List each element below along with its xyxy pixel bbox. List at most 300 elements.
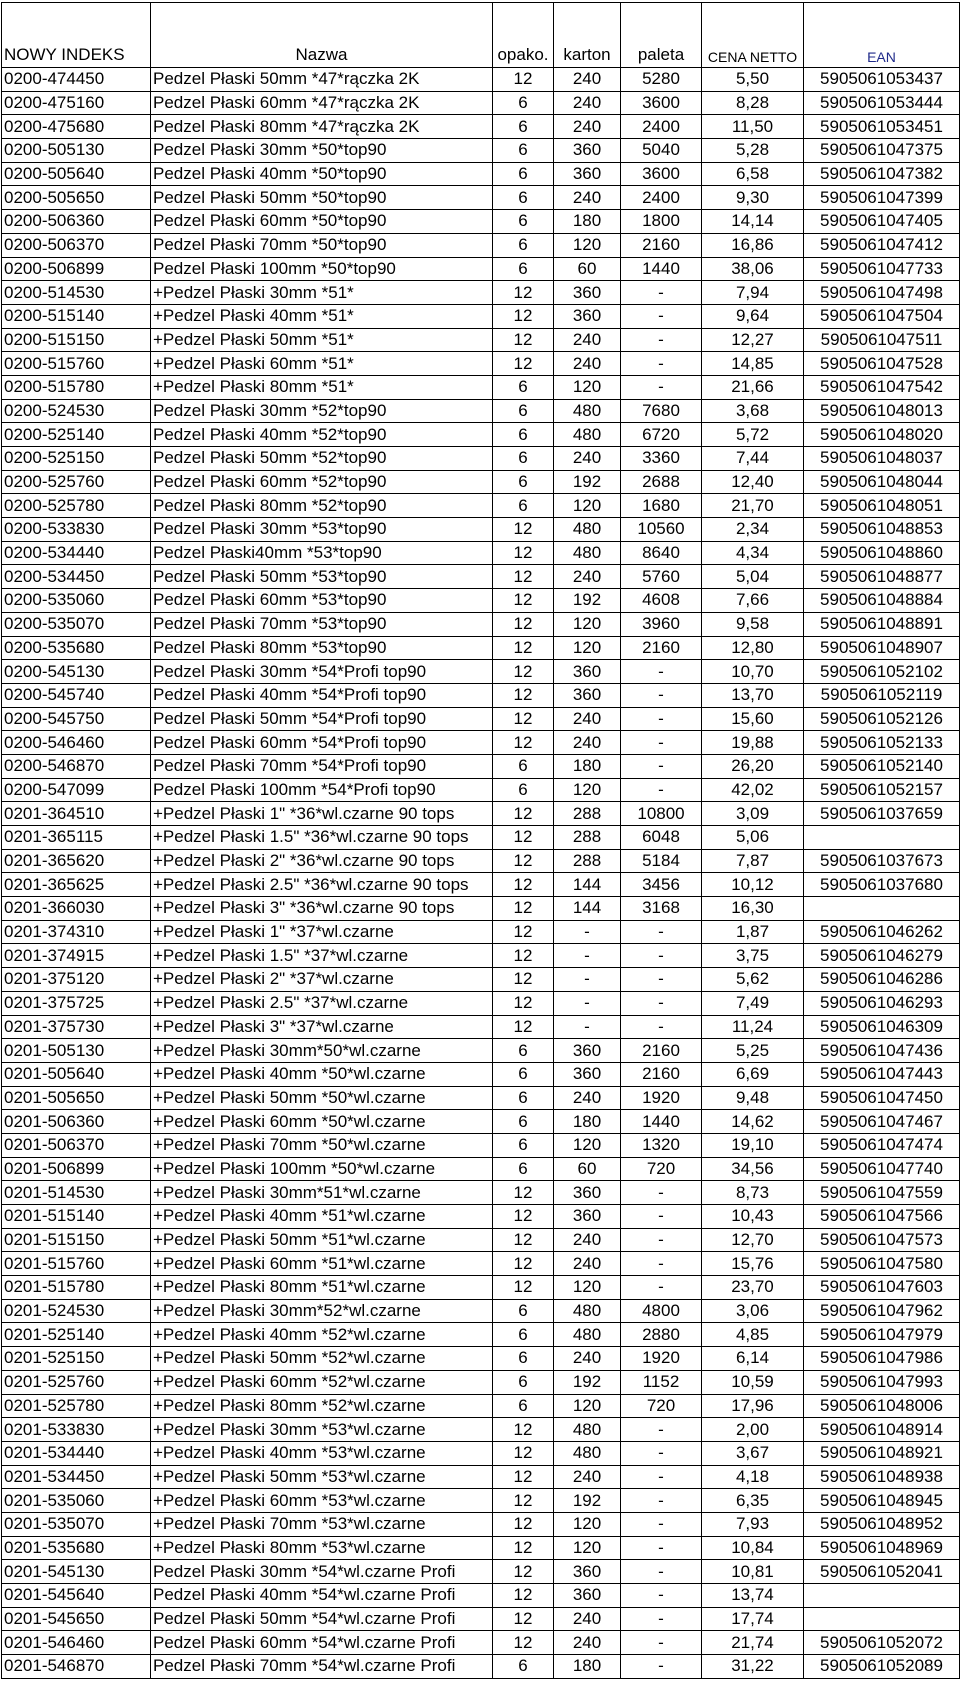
cell-index: 0200-505130 <box>2 139 151 163</box>
cell-name: +Pedzel Płaski 60mm *52*wl.czarne <box>151 1370 493 1394</box>
cell-name: +Pedzel Płaski 80mm *51*wl.czarne <box>151 1276 493 1300</box>
header-karton: karton <box>554 3 621 68</box>
cell-name: Pedzel Płaski 30mm *54*wl.czarne Profi <box>151 1560 493 1584</box>
cell-name: +Pedzel Płaski 50mm *52*wl.czarne <box>151 1347 493 1371</box>
table-row <box>2 1110 960 1134</box>
cell-name: +Pedzel Płaski 2" *37*wl.czarne <box>151 968 493 992</box>
table-row <box>2 873 960 897</box>
cell-name: Pedzel Płaski 40mm *52*top90 <box>151 423 493 447</box>
cell-ean: 5905061048945 <box>804 1489 960 1513</box>
cell-karton: 360 <box>554 683 621 707</box>
cell-cena-netto: 3,75 <box>702 944 804 968</box>
cell-ean: 5905061053451 <box>804 115 960 139</box>
cell-cena-netto: 13,74 <box>702 1584 804 1608</box>
cell-index: 0200-515140 <box>2 304 151 328</box>
cell-karton: 240 <box>554 68 621 92</box>
cell-paleta: - <box>621 352 702 376</box>
cell-index: 0200-506899 <box>2 257 151 281</box>
table-row <box>2 447 960 471</box>
cell-karton: 180 <box>554 1655 621 1679</box>
cell-karton: 360 <box>554 304 621 328</box>
cell-paleta: 10800 <box>621 802 702 826</box>
cell-paleta: - <box>621 1276 702 1300</box>
table-row <box>2 1418 960 1442</box>
cell-karton: 240 <box>554 731 621 755</box>
cell-cena-netto: 3,68 <box>702 399 804 423</box>
cell-paleta: 2400 <box>621 115 702 139</box>
cell-opak: 6 <box>493 1323 554 1347</box>
cell-index: 0200-515780 <box>2 375 151 399</box>
cell-opak: 12 <box>493 707 554 731</box>
cell-index: 0200-506370 <box>2 233 151 257</box>
cell-opak: 12 <box>493 565 554 589</box>
cell-name: Pedzel Płaski40mm *53*top90 <box>151 541 493 565</box>
table-row <box>2 1062 960 1086</box>
cell-name: +Pedzel Płaski 60mm *51*wl.czarne <box>151 1252 493 1276</box>
cell-paleta: - <box>621 1489 702 1513</box>
cell-name: +Pedzel Płaski 2.5" *36*wl.czarne 90 tops <box>151 873 493 897</box>
table-row <box>2 826 960 850</box>
table-row <box>2 139 960 163</box>
cell-index: 0201-525780 <box>2 1394 151 1418</box>
cell-paleta: - <box>621 991 702 1015</box>
cell-ean: 5905061048884 <box>804 589 960 613</box>
cell-name: +Pedzel Płaski 30mm *53*wl.czarne <box>151 1418 493 1442</box>
cell-index: 0200-514530 <box>2 281 151 305</box>
table-row <box>2 1157 960 1181</box>
cell-cena-netto: 19,88 <box>702 731 804 755</box>
cell-opak: 12 <box>493 612 554 636</box>
cell-paleta: - <box>621 683 702 707</box>
cell-cena-netto: 15,76 <box>702 1252 804 1276</box>
cell-ean: 5905061047993 <box>804 1370 960 1394</box>
cell-ean <box>804 1584 960 1608</box>
cell-opak: 12 <box>493 1181 554 1205</box>
cell-name: +Pedzel Płaski 40mm *51* <box>151 304 493 328</box>
cell-index: 0201-365625 <box>2 873 151 897</box>
cell-index: 0200-506360 <box>2 210 151 234</box>
cell-opak: 12 <box>493 1418 554 1442</box>
cell-ean: 5905061052089 <box>804 1655 960 1679</box>
cell-index: 0200-525780 <box>2 494 151 518</box>
cell-index: 0201-375120 <box>2 968 151 992</box>
cell-paleta: 2160 <box>621 1062 702 1086</box>
cell-index: 0200-535680 <box>2 636 151 660</box>
cell-paleta: - <box>621 281 702 305</box>
cell-paleta: 2160 <box>621 1039 702 1063</box>
cell-karton: 120 <box>554 1276 621 1300</box>
cell-cena-netto: 26,20 <box>702 754 804 778</box>
cell-ean: 5905061047504 <box>804 304 960 328</box>
cell-ean: 5905061052126 <box>804 707 960 731</box>
cell-ean: 5905061048013 <box>804 399 960 423</box>
cell-cena-netto: 3,67 <box>702 1441 804 1465</box>
table-header <box>2 3 960 68</box>
cell-index: 0201-374310 <box>2 920 151 944</box>
cell-paleta: - <box>621 1560 702 1584</box>
cell-paleta: - <box>621 328 702 352</box>
cell-opak: 12 <box>493 352 554 376</box>
cell-cena-netto: 6,69 <box>702 1062 804 1086</box>
cell-opak: 6 <box>493 494 554 518</box>
cell-cena-netto: 8,73 <box>702 1181 804 1205</box>
cell-name: +Pedzel Płaski 30mm *51* <box>151 281 493 305</box>
cell-opak: 12 <box>493 991 554 1015</box>
cell-name: Pedzel Płaski 40mm *50*top90 <box>151 162 493 186</box>
cell-paleta: - <box>621 754 702 778</box>
cell-opak: 12 <box>493 1560 554 1584</box>
cell-index: 0200-534440 <box>2 541 151 565</box>
cell-index: 0201-525150 <box>2 1347 151 1371</box>
cell-index: 0200-475680 <box>2 115 151 139</box>
cell-cena-netto: 7,94 <box>702 281 804 305</box>
table-row <box>2 1347 960 1371</box>
table-row <box>2 920 960 944</box>
cell-paleta: - <box>621 1465 702 1489</box>
cell-opak: 12 <box>493 1607 554 1631</box>
cell-karton: 288 <box>554 802 621 826</box>
cell-paleta: - <box>621 1015 702 1039</box>
cell-opak: 12 <box>493 683 554 707</box>
cell-name: Pedzel Płaski 100mm *54*Profi top90 <box>151 778 493 802</box>
cell-karton: 240 <box>554 1086 621 1110</box>
cell-ean: 5905061048914 <box>804 1418 960 1442</box>
cell-opak: 12 <box>493 1465 554 1489</box>
table-row <box>2 754 960 778</box>
table-row <box>2 304 960 328</box>
cell-opak: 12 <box>493 1276 554 1300</box>
cell-karton: 120 <box>554 375 621 399</box>
cell-karton: 120 <box>554 612 621 636</box>
table-row <box>2 399 960 423</box>
table-row <box>2 707 960 731</box>
cell-karton: 240 <box>554 186 621 210</box>
cell-opak: 6 <box>493 91 554 115</box>
cell-opak: 6 <box>493 162 554 186</box>
table-row <box>2 162 960 186</box>
cell-index: 0200-475160 <box>2 91 151 115</box>
cell-name: Pedzel Płaski 50mm *50*top90 <box>151 186 493 210</box>
cell-ean: 5905061047740 <box>804 1157 960 1181</box>
table-row <box>2 328 960 352</box>
cell-karton: 480 <box>554 1299 621 1323</box>
cell-index: 0200-525150 <box>2 447 151 471</box>
table-row <box>2 375 960 399</box>
cell-paleta: 3600 <box>621 91 702 115</box>
cell-opak: 6 <box>493 139 554 163</box>
cell-ean: 5905061047986 <box>804 1347 960 1371</box>
cell-opak: 12 <box>493 1631 554 1655</box>
cell-ean <box>804 1607 960 1631</box>
cell-karton: 192 <box>554 1370 621 1394</box>
cell-ean: 5905061048020 <box>804 423 960 447</box>
cell-index: 0201-365115 <box>2 826 151 850</box>
table-row <box>2 1015 960 1039</box>
cell-index: 0200-535070 <box>2 612 151 636</box>
cell-index: 0201-534440 <box>2 1441 151 1465</box>
cell-opak: 6 <box>493 1039 554 1063</box>
cell-name: +Pedzel Płaski 70mm *53*wl.czarne <box>151 1512 493 1536</box>
cell-cena-netto: 10,43 <box>702 1205 804 1229</box>
cell-karton: 240 <box>554 707 621 731</box>
cell-cena-netto: 5,04 <box>702 565 804 589</box>
cell-name: Pedzel Płaski 70mm *53*top90 <box>151 612 493 636</box>
cell-name: Pedzel Płaski 70mm *50*top90 <box>151 233 493 257</box>
table-row <box>2 1489 960 1513</box>
cell-cena-netto: 2,34 <box>702 518 804 542</box>
cell-name: +Pedzel Płaski 30mm*50*wl.czarne <box>151 1039 493 1063</box>
cell-name: Pedzel Płaski 100mm *50*top90 <box>151 257 493 281</box>
cell-karton: 480 <box>554 541 621 565</box>
table-row <box>2 115 960 139</box>
cell-ean: 5905061052102 <box>804 660 960 684</box>
cell-paleta: 720 <box>621 1157 702 1181</box>
cell-karton: 240 <box>554 91 621 115</box>
cell-karton: 480 <box>554 518 621 542</box>
cell-karton: 360 <box>554 281 621 305</box>
cell-name: Pedzel Płaski 50mm *53*top90 <box>151 565 493 589</box>
cell-cena-netto: 5,25 <box>702 1039 804 1063</box>
cell-karton: 180 <box>554 1110 621 1134</box>
table-row <box>2 1655 960 1679</box>
cell-cena-netto: 9,58 <box>702 612 804 636</box>
cell-karton: - <box>554 991 621 1015</box>
cell-karton: 480 <box>554 1418 621 1442</box>
cell-cena-netto: 7,44 <box>702 447 804 471</box>
cell-paleta: - <box>621 1228 702 1252</box>
cell-name: Pedzel Płaski 70mm *54*Profi top90 <box>151 754 493 778</box>
cell-cena-netto: 23,70 <box>702 1276 804 1300</box>
cell-opak: 6 <box>493 375 554 399</box>
cell-index: 0200-546870 <box>2 754 151 778</box>
cell-ean: 5905061047566 <box>804 1205 960 1229</box>
cell-karton: 240 <box>554 328 621 352</box>
cell-paleta: 8640 <box>621 541 702 565</box>
cell-ean: 5905061052157 <box>804 778 960 802</box>
table-row <box>2 1536 960 1560</box>
cell-karton: 480 <box>554 1441 621 1465</box>
cell-opak: 6 <box>493 470 554 494</box>
cell-cena-netto: 3,09 <box>702 802 804 826</box>
cell-cena-netto: 21,74 <box>702 1631 804 1655</box>
cell-ean: 5905061048037 <box>804 447 960 471</box>
cell-index: 0201-515140 <box>2 1205 151 1229</box>
table-row <box>2 186 960 210</box>
cell-karton: 240 <box>554 565 621 589</box>
cell-paleta: - <box>621 1607 702 1631</box>
cell-cena-netto: 4,18 <box>702 1465 804 1489</box>
cell-opak: 12 <box>493 1205 554 1229</box>
cell-karton: 120 <box>554 1512 621 1536</box>
cell-name: Pedzel Płaski 80mm *53*top90 <box>151 636 493 660</box>
cell-paleta: - <box>621 920 702 944</box>
cell-opak: 12 <box>493 1252 554 1276</box>
cell-opak: 6 <box>493 1370 554 1394</box>
header-ean: EAN <box>804 3 960 68</box>
cell-name: +Pedzel Płaski 40mm *52*wl.czarne <box>151 1323 493 1347</box>
table-row <box>2 423 960 447</box>
cell-name: +Pedzel Płaski 50mm *53*wl.czarne <box>151 1465 493 1489</box>
cell-paleta: - <box>621 731 702 755</box>
cell-cena-netto: 3,06 <box>702 1299 804 1323</box>
cell-name: +Pedzel Płaski 50mm *51* <box>151 328 493 352</box>
cell-paleta: 4608 <box>621 589 702 613</box>
table-row <box>2 1441 960 1465</box>
table-row <box>2 470 960 494</box>
table-row <box>2 849 960 873</box>
cell-karton: 240 <box>554 447 621 471</box>
cell-name: +Pedzel Płaski 100mm *50*wl.czarne <box>151 1157 493 1181</box>
table-row <box>2 1370 960 1394</box>
cell-karton: 240 <box>554 1465 621 1489</box>
table-row <box>2 233 960 257</box>
table-row <box>2 731 960 755</box>
cell-ean: 5905061047382 <box>804 162 960 186</box>
table-row <box>2 565 960 589</box>
table-row <box>2 1181 960 1205</box>
cell-ean: 5905061047603 <box>804 1276 960 1300</box>
cell-name: +Pedzel Płaski 2.5" *37*wl.czarne <box>151 991 493 1015</box>
cell-ean: 5905061046262 <box>804 920 960 944</box>
cell-ean: 5905061047467 <box>804 1110 960 1134</box>
cell-karton: - <box>554 1015 621 1039</box>
cell-cena-netto: 10,84 <box>702 1536 804 1560</box>
cell-cena-netto: 14,62 <box>702 1110 804 1134</box>
cell-cena-netto: 17,74 <box>702 1607 804 1631</box>
cell-ean: 5905061053437 <box>804 68 960 92</box>
cell-karton: 288 <box>554 849 621 873</box>
cell-paleta: 1440 <box>621 257 702 281</box>
cell-index: 0200-535060 <box>2 589 151 613</box>
cell-paleta: 1320 <box>621 1133 702 1157</box>
cell-paleta: 1920 <box>621 1347 702 1371</box>
cell-index: 0200-515760 <box>2 352 151 376</box>
cell-paleta: 10560 <box>621 518 702 542</box>
cell-opak: 6 <box>493 754 554 778</box>
header-cena-netto: CENA NETTO <box>702 3 804 68</box>
cell-cena-netto: 9,48 <box>702 1086 804 1110</box>
table-row <box>2 636 960 660</box>
cell-karton: 120 <box>554 494 621 518</box>
cell-cena-netto: 6,58 <box>702 162 804 186</box>
cell-paleta: 2400 <box>621 186 702 210</box>
cell-paleta: - <box>621 944 702 968</box>
cell-cena-netto: 5,72 <box>702 423 804 447</box>
cell-cena-netto: 12,40 <box>702 470 804 494</box>
table-row <box>2 1205 960 1229</box>
cell-name: Pedzel Płaski 60mm *53*top90 <box>151 589 493 613</box>
cell-ean: 5905061047443 <box>804 1062 960 1086</box>
cell-ean: 5905061047573 <box>804 1228 960 1252</box>
cell-paleta: 4800 <box>621 1299 702 1323</box>
cell-name: Pedzel Płaski 60mm *50*top90 <box>151 210 493 234</box>
cell-karton: 360 <box>554 1560 621 1584</box>
cell-karton: 240 <box>554 1228 621 1252</box>
cell-paleta: - <box>621 968 702 992</box>
cell-karton: 180 <box>554 754 621 778</box>
cell-index: 0200-546460 <box>2 731 151 755</box>
cell-cena-netto: 5,50 <box>702 68 804 92</box>
cell-ean: 5905061048891 <box>804 612 960 636</box>
table-row <box>2 991 960 1015</box>
cell-paleta: 2160 <box>621 636 702 660</box>
cell-karton: 192 <box>554 589 621 613</box>
cell-paleta: 1152 <box>621 1370 702 1394</box>
cell-name: Pedzel Płaski 50mm *47*rączka 2K <box>151 68 493 92</box>
table-row <box>2 494 960 518</box>
cell-index: 0200-515150 <box>2 328 151 352</box>
cell-cena-netto: 11,50 <box>702 115 804 139</box>
cell-karton: 360 <box>554 660 621 684</box>
cell-index: 0200-524530 <box>2 399 151 423</box>
cell-cena-netto: 7,93 <box>702 1512 804 1536</box>
cell-index: 0201-505640 <box>2 1062 151 1086</box>
cell-paleta: 2880 <box>621 1323 702 1347</box>
cell-cena-netto: 17,96 <box>702 1394 804 1418</box>
cell-karton: 120 <box>554 636 621 660</box>
cell-name: Pedzel Płaski 30mm *54*Profi top90 <box>151 660 493 684</box>
cell-paleta: - <box>621 778 702 802</box>
cell-opak: 12 <box>493 589 554 613</box>
cell-cena-netto: 34,56 <box>702 1157 804 1181</box>
header-index: NOWY INDEKS <box>2 3 151 68</box>
cell-opak: 12 <box>493 660 554 684</box>
cell-paleta: 1800 <box>621 210 702 234</box>
cell-opak: 12 <box>493 944 554 968</box>
cell-index: 0201-515760 <box>2 1252 151 1276</box>
cell-name: Pedzel Płaski 40mm *54*wl.czarne Profi <box>151 1584 493 1608</box>
cell-name: +Pedzel Płaski 1" *36*wl.czarne 90 tops <box>151 802 493 826</box>
cell-paleta: - <box>621 1512 702 1536</box>
table-row <box>2 1584 960 1608</box>
cell-ean: 5905061047580 <box>804 1252 960 1276</box>
cell-ean: 5905061047450 <box>804 1086 960 1110</box>
cell-index: 0200-545750 <box>2 707 151 731</box>
cell-karton: 240 <box>554 1631 621 1655</box>
cell-opak: 12 <box>493 636 554 660</box>
table-row <box>2 1228 960 1252</box>
table-row <box>2 778 960 802</box>
cell-index: 0201-375730 <box>2 1015 151 1039</box>
table-row <box>2 257 960 281</box>
cell-ean: 5905061047405 <box>804 210 960 234</box>
table-row <box>2 1252 960 1276</box>
table-row <box>2 1607 960 1631</box>
cell-paleta: - <box>621 707 702 731</box>
cell-paleta: 3360 <box>621 447 702 471</box>
table-row <box>2 897 960 921</box>
cell-opak: 6 <box>493 1299 554 1323</box>
cell-name: +Pedzel Płaski 70mm *50*wl.czarne <box>151 1133 493 1157</box>
table-row <box>2 1323 960 1347</box>
cell-index: 0201-546460 <box>2 1631 151 1655</box>
table-row <box>2 91 960 115</box>
cell-opak: 6 <box>493 1133 554 1157</box>
cell-cena-netto: 11,24 <box>702 1015 804 1039</box>
cell-cena-netto: 9,64 <box>702 304 804 328</box>
cell-opak: 12 <box>493 281 554 305</box>
header-opak: opako. <box>493 3 554 68</box>
cell-ean: 5905061037659 <box>804 802 960 826</box>
cell-karton: 360 <box>554 1584 621 1608</box>
table-row <box>2 944 960 968</box>
table-row <box>2 968 960 992</box>
cell-index: 0200-545740 <box>2 683 151 707</box>
table-row <box>2 1299 960 1323</box>
cell-ean: 5905061052072 <box>804 1631 960 1655</box>
cell-karton: 120 <box>554 233 621 257</box>
cell-opak: 12 <box>493 1512 554 1536</box>
